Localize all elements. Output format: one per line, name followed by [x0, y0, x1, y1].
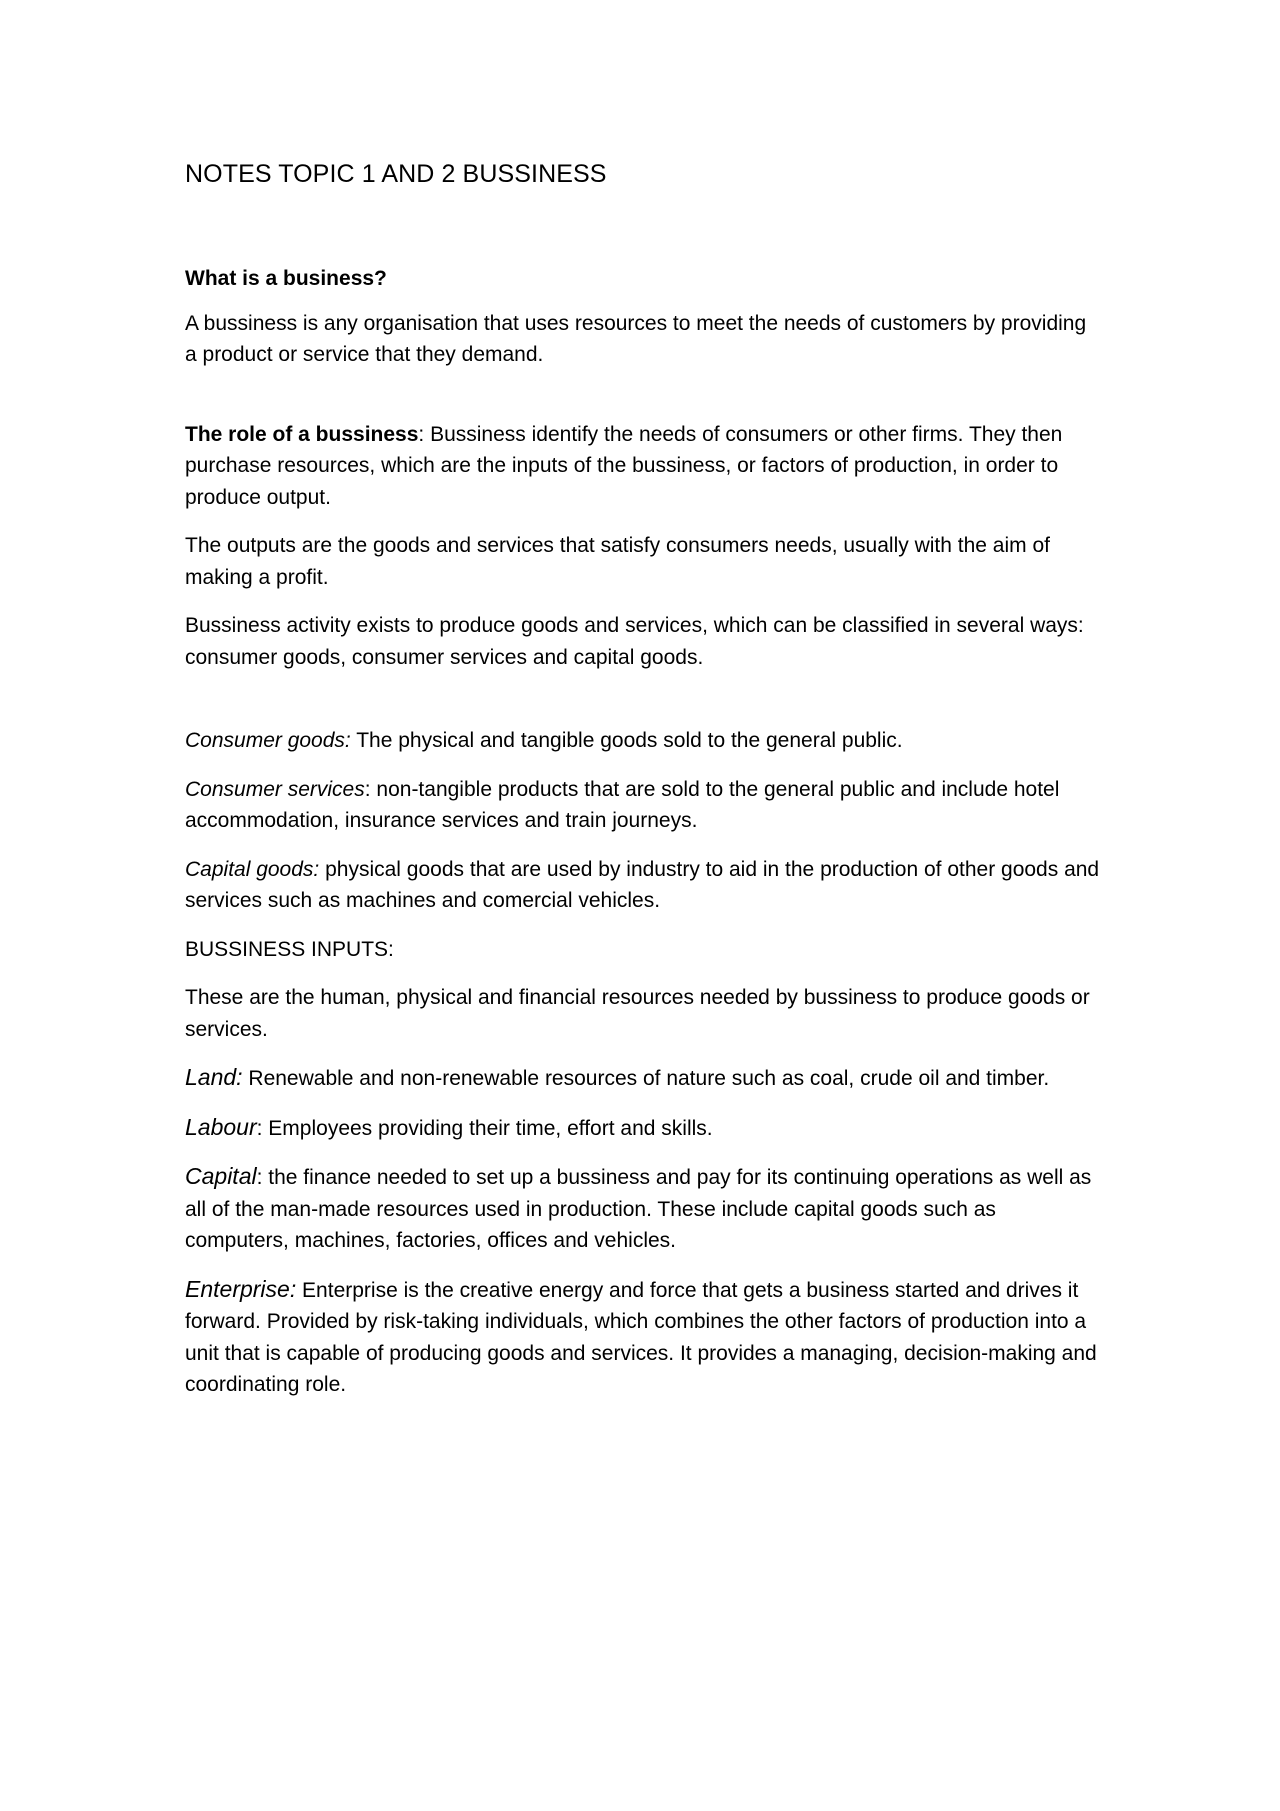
document-title: NOTES TOPIC 1 AND 2 BUSSINESS	[185, 160, 607, 188]
term-consumer-services: Consumer services	[185, 777, 365, 801]
text-capital-goods: physical goods that are used by industry to aid in the production of other goods and services such as machines and comercial vehicles.	[185, 857, 1100, 912]
text-land: Renewable and non-renewable resources of nature such as coal, crude oil and timber.	[242, 1067, 1050, 1090]
paragraph-enterprise	[185, 1274, 1100, 1401]
text-capital: : the finance needed to set up a bussiness and pay for its continuing operations as well as all of the man-made resources used in production. These include capital goods such as computers, machines, factories, offices and vehicles.	[185, 1166, 1092, 1252]
paragraph-outputs: The outputs are the goods and services that satisfy consumers needs, usually with the aim of making a profit.	[185, 534, 1050, 589]
paragraph-labour	[185, 1112, 1100, 1145]
paragraph-definition: A bussiness is any organisation that uses resources to meet the needs of customers by providing a product or service that they demand.	[185, 311, 1087, 366]
paragraph-consumer-goods	[185, 725, 1100, 757]
text-consumer-services: : non-tangible products that are sold to the general public and include hotel accommodation, insurance services and train journeys.	[185, 777, 1060, 832]
text-role: : Bussiness identify the needs of consumers or other firms. They then purchase resources, which are the inputs of the bussiness, or factors of production, in order to produce output.	[185, 422, 1063, 509]
term-land: Land:	[185, 1064, 243, 1090]
paragraph-capital-goods	[185, 854, 1100, 917]
paragraph-inputs: These are the human, physical and financial resources needed by bussiness to produce goods or services.	[185, 986, 1090, 1041]
section-heading-inputs: BUSSINESS INPUTS:	[185, 937, 394, 961]
term-role: The role of a bussiness	[185, 422, 419, 446]
term-labour: Labour	[185, 1113, 257, 1140]
question-heading: What is a business?	[185, 267, 387, 290]
paragraph-capital	[185, 1161, 1100, 1257]
paragraph-land	[185, 1062, 1100, 1095]
text-labour: : Employees providing their time, effort and skills.	[256, 1116, 713, 1140]
text-enterprise: Enterprise is the creative energy and force that gets a business started and drives it forward. Provided by risk-taking individuals, which combines the other factors of production into a unit that is capable of producing goods and services. It provides a managing, decision-making and coordinating role.	[185, 1278, 1097, 1396]
paragraph-activity: Bussiness activity exists to produce goods and services, which can be classified in several ways: consumer goods, consumer services and capital goods.	[185, 614, 1084, 669]
text-consumer-goods: The physical and tangible goods sold to the general public.	[350, 729, 903, 752]
paragraph-role	[185, 419, 1100, 514]
term-capital-goods: Capital goods:	[185, 857, 320, 881]
term-enterprise: Enterprise:	[185, 1275, 297, 1302]
term-capital: Capital	[185, 1163, 257, 1189]
paragraph-consumer-services	[185, 774, 1100, 837]
term-consumer-goods: Consumer goods:	[185, 729, 351, 752]
